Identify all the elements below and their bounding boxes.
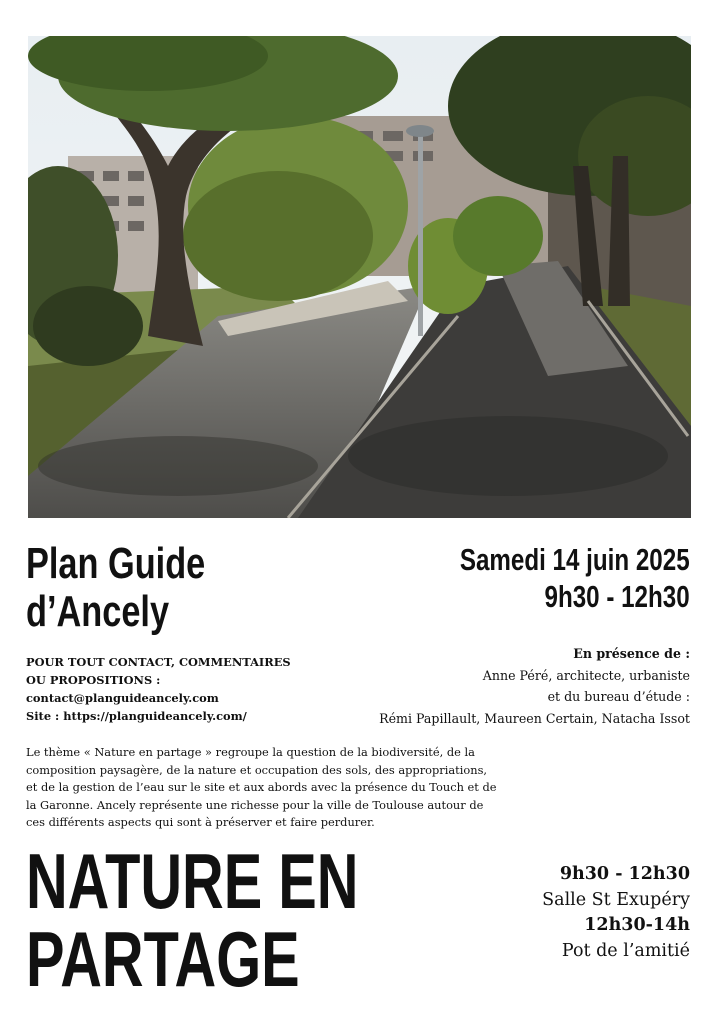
- event-date: Samedi 14 juin 2025: [460, 542, 690, 577]
- intro-line: ces différents aspects qui sont à préserver et faire perdurer.: [26, 815, 375, 830]
- park-photo: [28, 36, 691, 518]
- presence-line-1: Anne Péré, architecte, urbaniste: [482, 667, 690, 683]
- contact-site[interactable]: Site : https://planguideancely.com/: [26, 709, 247, 723]
- intro-line: Le thème « Nature en partage » regroupe la question de la biodiversité, de la: [26, 745, 475, 759]
- title-line-1: Plan Guide: [26, 539, 206, 588]
- intro-paragraph: [26, 744, 502, 832]
- schedule-time-1: 9h30 - 12h30: [559, 864, 690, 884]
- contact-email[interactable]: contact@planguideancely.com: [26, 691, 219, 705]
- presence-lead: En présence de :: [573, 646, 690, 661]
- contact-block: [26, 653, 291, 725]
- contact-line-2: OU PROPOSITIONS :: [26, 673, 161, 687]
- intro-line: composition paysagère, de la nature et occupation des sols, des appropriations,: [26, 762, 488, 777]
- presence-block: [379, 643, 690, 729]
- schedule-place-2: Pot de l’amitié: [561, 940, 690, 961]
- contact-line-1: POUR TOUT CONTACT, COMMENTAIRES: [26, 655, 291, 669]
- schedule-place-1: Salle St Exupéry: [542, 889, 690, 910]
- theme-line-1: NATURE EN: [26, 837, 359, 925]
- presence-line-2: et du bureau d’étude :: [547, 689, 690, 704]
- schedule-time-2: 12h30-14h: [584, 915, 690, 935]
- theme-line-2: PARTAGE: [26, 915, 300, 1003]
- intro-line: et de la gestion de l’eau sur le site et aux abords avec la présence du Touch et de: [26, 780, 497, 795]
- event-hours: 9h30 - 12h30: [544, 579, 690, 614]
- event-date-block: [395, 541, 690, 615]
- presence-line-3: Rémi Papillault, Maureen Certain, Natacha Issot: [379, 710, 690, 726]
- schedule-block: [542, 862, 690, 964]
- intro-line: la Garonne. Ancely représente une richesse pour la ville de Toulouse autour de: [26, 797, 484, 812]
- title-line-2: d’Ancely: [26, 587, 170, 636]
- theme-title: [26, 837, 359, 1003]
- page-title: [26, 540, 205, 636]
